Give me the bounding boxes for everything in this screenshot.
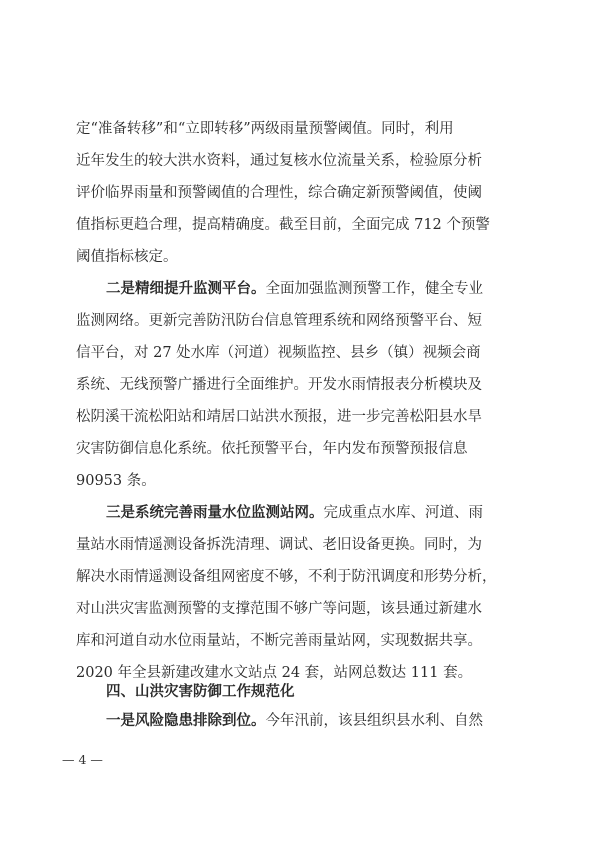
paragraph-lead: 二是精细提升监测平台。: [106, 280, 266, 297]
section-heading: 四、山洪灾害防御工作规范化: [106, 683, 295, 700]
text-line: 库和河道自动水位雨量站，不断完善雨量站网，实现数据共享。: [76, 633, 482, 649]
text-line: 定“准备转移”和“立即转移”两级雨量预警阈值。同时，利用: [76, 121, 454, 137]
text-line: 对山洪灾害监测预警的支撑范围不够广等问题，该县通过新建水: [76, 601, 482, 617]
paragraph-first-line: [106, 280, 600, 298]
paragraph-text: 全面加强监测预警工作，健全专业: [265, 281, 483, 297]
text-line: 监测网络。更新完善防汛防台信息管理系统和网络预警平台、短: [76, 313, 482, 329]
text-line: 灾害防御信息化系统。依托预警平台，年内发布预警预报信息: [76, 441, 468, 457]
text-line: 信平台，对 27 处水库（河道）视频监控、县乡（镇）视频会商: [76, 345, 481, 361]
text-line: 90953 条。: [76, 473, 156, 489]
text-line: 解决水雨情遥测设备组网密度不够，不利于防汛调度和形势分析，: [76, 569, 497, 585]
text-line: 松阴溪干流松阳站和靖居口站洪水预报，进一步完善松阳县水旱: [76, 409, 482, 425]
text-line: 阈值指标核定。: [76, 249, 178, 265]
paragraph-text: 今年汛前，该县组织县水利、自然: [265, 713, 483, 729]
paragraph-first-line: [106, 504, 600, 522]
page-number: — 4 —: [62, 752, 103, 767]
paragraph-lead: 一是风险隐患排除到位。: [106, 712, 266, 729]
paragraph-text: 完成重点水库、河道、雨: [323, 505, 483, 521]
paragraph-lead: 三是系统完善雨量水位监测站网。: [106, 504, 324, 521]
text-line: 近年发生的较大洪水资料，通过复核水位流量关系，检验原分析: [76, 153, 482, 169]
text-line: 值指标更趋合理，提高精确度。截至目前，全面完成 712 个预警: [76, 217, 490, 233]
text-line: 系统、无线预警广播进行全面维护。开发水雨情报表分析模块及: [76, 377, 482, 393]
paragraph-first-line: [106, 712, 600, 730]
text-line: 评价临界雨量和预警阈值的合理性，综合确定新预警阈值，使阈: [76, 185, 482, 201]
text-line: 量站水雨情遥测设备拆洗清理、调试、老旧设备更换。同时，为: [76, 537, 482, 553]
text-line: 2020 年全县新建改建水文站点 24 套，站网总数达 111 套。: [76, 665, 473, 681]
